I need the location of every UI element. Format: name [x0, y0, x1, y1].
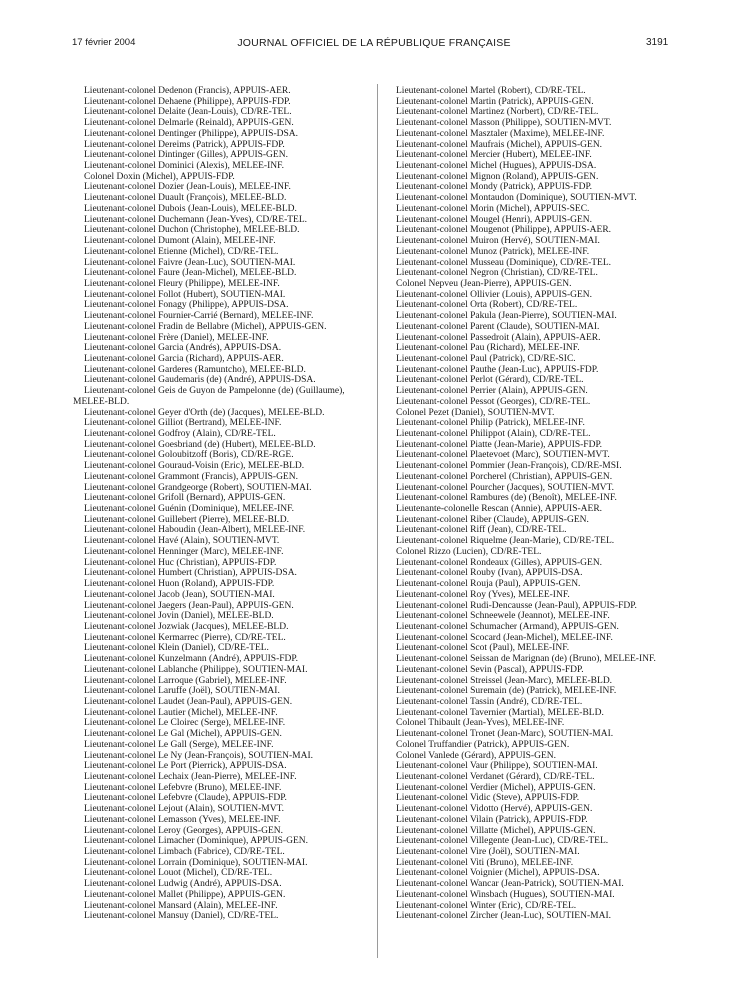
journal-title: JOURNAL OFFICIEL DE LA RÉPUBLIQUE FRANÇAISE	[237, 37, 511, 49]
list-item: Lieutenant-colonel Huc (Christian), APPUIS-FDP.	[84, 557, 277, 568]
list-item: Lieutenant-colonel Scot (Paul), MELEE-INF.	[396, 643, 570, 654]
list-item: Lieutenant-colonel Munoz (Patrick), MELEE-INF.	[396, 246, 590, 257]
list-item: Lieutenant-colonel Le Ny (Jean-François), SOUTIEN-MAI.	[84, 750, 313, 761]
list-item: Lieutenant-colonel Pauthe (Jean-Luc), APPUIS-FDP.	[396, 364, 599, 375]
header-date: 17 février 2004	[72, 37, 136, 48]
list-item: Lieutenant-colonel Streissel (Jean-Marc), MELEE-BLD.	[396, 675, 613, 686]
list-item: Lieutenant-colonel Vire (Joël), SOUTIEN-MAI.	[396, 847, 580, 858]
list-item: MELEE-BLD.	[73, 396, 130, 407]
list-item: Lieutenant-colonel Plaetevoet (Marc), SOUTIEN-MVT.	[396, 450, 610, 461]
list-item: Lieutenant-colonel Zircher (Jean-Luc), SOUTIEN-MAI.	[396, 911, 611, 922]
page-number: 3191	[646, 37, 669, 48]
list-item: Lieutenant-colonel Faure (Jean-Michel), MELEE-BLD.	[84, 268, 297, 279]
list-item: Lieutenant-colonel Winter (Eric), CD/RE-TEL.	[396, 900, 577, 911]
list-item: Lieutenant-colonel Lorrain (Dominique), SOUTIEN-MAI.	[84, 857, 308, 868]
list-item: Lieutenant-colonel Vidotto (Hervé), APPUIS-GEN.	[396, 804, 593, 815]
list-item: Lieutenant-colonel Geis de Guyon de Pampelonne (de) (Guillaume),	[84, 386, 345, 397]
list-item: Lieutenant-colonel Dehaene (Philippe), APPUIS-FDP.	[84, 96, 291, 107]
list-item: Lieutenant-colonel Frère (Daniel), MELEE-INF.	[84, 332, 269, 343]
list-item: Lieutenant-colonel Lefebvre (Claude), APPUIS-FDP.	[84, 793, 287, 804]
list-item: Lieutenant-colonel Verdier (Michel), APPUIS-GEN.	[396, 782, 596, 793]
list-item: Lieutenant-colonel Garcia (Richard), APPUIS-AER.	[84, 353, 284, 364]
list-item: Lieutenant-colonel Etienne (Michel), CD/RE-TEL.	[84, 246, 279, 257]
list-item: Lieutenant-colonel Perrier (Alain), APPUIS-GEN.	[396, 386, 588, 397]
list-item: Lieutenant-colonel Humbert (Christian), APPUIS-DSA.	[84, 568, 297, 579]
list-item: Lieutenant-colonel Riber (Claude), APPUIS-GEN.	[396, 514, 589, 525]
list-item: Lieutenant-colonel Tavernier (Martial), MELEE-BLD.	[396, 707, 604, 718]
list-item: Lieutenant-colonel Fleury (Philippe), MELEE-INF.	[84, 278, 280, 289]
list-item: Lieutenant-colonel Lautier (Michel), MELEE-INF.	[84, 707, 278, 718]
list-item: Lieutenant-colonel Goloubitzoff (Boris), CD/RE-RGE.	[84, 450, 294, 461]
list-item: Lieutenant-colonel Rambures (de) (Benoît), MELEE-INF.	[396, 493, 617, 504]
list-item: Lieutenant-colonel Tronet (Jean-Marc), SOUTIEN-MAI.	[396, 729, 614, 740]
list-item: Lieutenant-colonel Grifoll (Bernard), APPUIS-GEN.	[84, 493, 286, 504]
right-column	[385, 86, 685, 922]
list-item: Lieutenant-colonel Gouraud-Voisin (Eric), MELEE-BLD.	[84, 461, 305, 472]
list-item: Lieutenant-colonel Limacher (Dominique), APPUIS-GEN.	[84, 836, 308, 847]
list-item: Lieutenant-colonel Dedenon (Francis), APPUIS-AER.	[84, 86, 291, 96]
list-item: Lieutenant-colonel Duchon (Christophe), MELEE-BLD.	[84, 225, 300, 236]
list-item: Lieutenant-colonel Martin (Patrick), APPUIS-GEN.	[396, 96, 594, 107]
list-item: Lieutenant-colonel Rouja (Paul), APPUIS-GEN.	[396, 579, 581, 590]
list-item: Lieutenant-colonel Philippot (Alain), CD/RE-TEL.	[396, 429, 591, 439]
list-item: Lieutenant-colonel Voignier (Michel), APPUIS-DSA.	[396, 868, 600, 879]
list-item: Lieutenant-colonel Villatte (Michel), APPUIS-GEN.	[396, 825, 596, 836]
list-item: Lieutenant-colonel Havé (Alain), SOUTIEN-MVT.	[84, 536, 280, 547]
list-item: Lieutenant-colonel Fournier-Carrié (Bernard), MELEE-INF.	[84, 311, 314, 322]
list-item: Lieutenant-colonel Delaite (Jean-Louis), CD/RE-TEL.	[84, 107, 292, 118]
list-item: Lieutenant-colonel Philip (Patrick), MELEE-INF.	[396, 418, 585, 429]
list-item: Lieutenant-colonel Morin (Michel), APPUIS-SEC.	[396, 203, 590, 214]
list-item: Lieutenant-colonel Kermarrec (Pierre), CD/RE-TEL.	[84, 632, 286, 643]
list-item: Lieutenant-colonel Pourcher (Jacques), SOUTIEN-MVT.	[396, 482, 614, 493]
list-item: Lieutenant-colonel Piatte (Jean-Marie), APPUIS-FDP.	[396, 439, 603, 450]
list-item: Colonel Nepveu (Jean-Pierre), APPUIS-GEN.	[396, 278, 572, 289]
list-item: Lieutenant-colonel Mallet (Philippe), APPUIS-GEN.	[84, 889, 286, 900]
list-item: Colonel Vanlede (Gérard), APPUIS-GEN.	[396, 750, 556, 761]
list-item: Lieutenant-colonel Scocard (Jean-Michel), MELEE-INF.	[396, 632, 613, 643]
list-item: Colonel Rizzo (Lucien), CD/RE-TEL.	[396, 546, 542, 557]
list-item: Lieutenant-colonel Duchemann (Jean-Yves), CD/RE-TEL.	[84, 214, 308, 225]
list-item: Lieutenant-colonel Geyer d'Orth (de) (Jacques), MELEE-BLD.	[84, 407, 325, 418]
list-item: Lieutenant-colonel Mondy (Patrick), APPUIS-FDP.	[396, 182, 593, 193]
list-item: Lieutenant-colonel Le Cloirec (Serge), MELEE-INF.	[84, 718, 286, 729]
list-item: Colonel Truffandier (Patrick), APPUIS-GEN.	[396, 739, 570, 750]
list-item: Lieutenant-colonel Vilain (Patrick), APPUIS-FDP.	[396, 814, 588, 825]
list-item: Lieutenant-colonel Dozier (Jean-Louis), MELEE-INF.	[84, 182, 291, 193]
list-item: Lieutenant-colonel Henninger (Marc), MELEE-INF.	[84, 546, 284, 557]
list-item: Lieutenant-colonel Schumacher (Armand), APPUIS-GEN.	[396, 621, 619, 632]
list-item: Lieutenant-colonel Follot (Hubert), SOUTIEN-MAI.	[84, 289, 286, 300]
list-item: Lieutenant-colonel Limbach (Fabrice), CD/RE-TEL.	[84, 847, 285, 858]
list-item: Lieutenant-colonel Passedroit (Alain), APPUIS-AER.	[396, 332, 601, 343]
list-item: Lieutenant-colonel Gaudemaris (de) (André), APPUIS-DSA.	[84, 375, 316, 386]
list-item: Lieutenant-colonel Parent (Claude), SOUTIEN-MAI.	[396, 321, 600, 332]
list-item: Lieutenant-colonel Faivre (Jean-Luc), SOUTIEN-MAI.	[84, 257, 296, 268]
list-item: Colonel Doxin (Michel), APPUIS-FDP.	[84, 171, 235, 182]
list-item: Lieutenant-colonel Michel (Hugues), APPUIS-DSA.	[396, 161, 597, 172]
list-item: Lieutenant-colonel Pessot (Georges), CD/RE-TEL.	[396, 396, 591, 407]
list-item: Lieutenant-colonel Kunzelmann (André), APPUIS-FDP.	[84, 654, 298, 665]
list-item: Lieutenant-colonel Dentinger (Philippe), APPUIS-DSA.	[84, 128, 298, 139]
list-item: Lieutenant-colonel Le Port (Pierrick), APPUIS-DSA.	[84, 761, 287, 772]
list-item: Lieutenant-colonel Maufrais (Michel), APPUIS-GEN.	[396, 139, 603, 150]
list-item: Lieutenant-colonel Verdanet (Gérard), CD/RE-TEL.	[396, 772, 595, 782]
list-item: Lieutenant-colonel Lefebvre (Bruno), MELEE-INF.	[84, 782, 282, 793]
list-item: Lieutenant-colonel Leroy (Georges), APPUIS-GEN.	[84, 825, 284, 836]
list-item: Lieutenant-colonel Ollivier (Louis), APPUIS-GEN.	[396, 289, 593, 300]
list-item: Lieutenant-colonel Lechaix (Jean-Pierre), MELEE-INF.	[84, 772, 297, 782]
list-item: Lieutenante-colonelle Rescan (Annie), APPUIS-AER.	[396, 504, 603, 515]
list-item: Lieutenant-colonel Le Gal (Michel), APPUIS-GEN.	[84, 729, 282, 740]
list-item: Colonel Pezet (Daniel), SOUTIEN-MVT.	[396, 407, 555, 418]
list-item: Lieutenant-colonel Martel (Robert), CD/RE-TEL.	[396, 86, 586, 96]
list-item: Lieutenant-colonel Laudet (Jean-Paul), APPUIS-GEN.	[84, 696, 293, 707]
list-item: Lieutenant-colonel Dintinger (Gilles), APPUIS-GEN.	[84, 150, 288, 161]
list-item: Lieutenant-colonel Mansard (Alain), MELEE-INF.	[84, 900, 278, 911]
list-item: Lieutenant-colonel Fonagy (Philippe), APPUIS-DSA.	[84, 300, 289, 311]
list-item: Lieutenant-colonel Dereims (Patrick), APPUIS-FDP.	[84, 139, 285, 150]
list-item: Lieutenant-colonel Vaur (Philippe), SOUTIEN-MAI.	[396, 761, 598, 772]
column-divider	[377, 84, 378, 958]
list-item: Lieutenant-colonel Delmarle (Reinald), APPUIS-GEN.	[84, 118, 294, 129]
list-item: Lieutenant-colonel Laruffe (Joël), SOUTIEN-MAI.	[84, 686, 280, 697]
list-item: Lieutenant-colonel Dumont (Alain), MELEE-INF.	[84, 236, 276, 247]
list-item: Lieutenant-colonel Haboudin (Jean-Albert), MELEE-INF.	[84, 525, 306, 536]
list-item: Lieutenant-colonel Riff (Jean), CD/RE-TEL.	[396, 525, 567, 536]
page-header	[0, 37, 748, 53]
list-item: Lieutenant-colonel Pakula (Jean-Pierre), SOUTIEN-MAI.	[396, 311, 617, 322]
list-item: Lieutenant-colonel Guénin (Dominique), MELEE-INF.	[84, 504, 295, 515]
list-item: Lieutenant-colonel Seissan de Marignan (de) (Bruno), MELEE-INF.	[396, 654, 656, 665]
list-item: Lieutenant-colonel Goesbriand (de) (Hubert), MELEE-BLD.	[84, 439, 316, 450]
list-item: Lieutenant-colonel Suremain (de) (Patrick), MELEE-INF.	[396, 686, 617, 697]
list-item: Lieutenant-colonel Grandgeorge (Robert), SOUTIEN-MAI.	[84, 482, 312, 493]
list-item: Lieutenant-colonel Roy (Yves), MELEE-INF.	[396, 589, 570, 600]
list-item: Lieutenant-colonel Fradin de Bellabre (Michel), APPUIS-GEN.	[84, 321, 327, 332]
list-item: Lieutenant-colonel Montaudon (Dominique), SOUTIEN-MVT.	[396, 193, 637, 204]
list-item: Lieutenant-colonel Tassin (André), CD/RE-TEL.	[396, 696, 583, 707]
list-item: Lieutenant-colonel Pommier (Jean-François), CD/RE-MSI.	[396, 461, 622, 472]
list-item: Lieutenant-colonel Huon (Roland), APPUIS-FDP.	[84, 579, 275, 590]
list-item: Lieutenant-colonel Musseau (Dominique), CD/RE-TEL.	[396, 257, 612, 268]
list-item: Lieutenant-colonel Schneewele (Jeannot), MELEE-INF.	[396, 611, 610, 622]
list-item: Lieutenant-colonel Jovin (Daniel), MELEE-BLD.	[84, 611, 274, 622]
list-item: Lieutenant-colonel Dubois (Jean-Louis), MELEE-BLD.	[84, 203, 297, 214]
list-item: Lieutenant-colonel Rondeaux (Gilles), APPUIS-GEN.	[396, 557, 603, 568]
list-item: Lieutenant-colonel Jacob (Jean), SOUTIEN-MAI.	[84, 589, 275, 600]
list-item: Lieutenant-colonel Villegente (Jean-Luc), CD/RE-TEL.	[396, 836, 609, 847]
list-item: Lieutenant-colonel Louot (Michel), CD/RE-TEL.	[84, 868, 273, 879]
list-item: Lieutenant-colonel Duault (François), MELEE-BLD.	[84, 193, 287, 204]
list-item: Lieutenant-colonel Muiron (Hervé), SOUTIEN-MAI.	[396, 236, 600, 247]
list-item: Lieutenant-colonel Martinez (Norbert), CD/RE-TEL.	[396, 107, 599, 118]
list-item: Lieutenant-colonel Mougel (Henri), APPUIS-GEN.	[396, 214, 593, 225]
list-item: Lieutenant-colonel Ludwig (André), APPUIS-DSA.	[84, 879, 282, 890]
list-item: Lieutenant-colonel Mignon (Roland), APPUIS-GEN.	[396, 171, 599, 182]
list-item: Lieutenant-colonel Guillebert (Pierre), MELEE-BLD.	[84, 514, 289, 525]
list-item: Lieutenant-colonel Lemasson (Yves), MELEE-INF.	[84, 814, 281, 825]
list-item: Lieutenant-colonel Dominici (Alexis), MELEE-INF.	[84, 161, 285, 172]
list-item: Lieutenant-colonel Mougenot (Philippe), APPUIS-AER.	[396, 225, 612, 236]
list-item: Lieutenant-colonel Pau (Richard), MELEE-INF.	[396, 343, 580, 354]
list-item: Lieutenant-colonel Vidic (Steve), APPUIS-FDP.	[396, 793, 580, 804]
list-item: Lieutenant-colonel Garcia (Andrés), APPUIS-DSA.	[84, 343, 282, 354]
list-item: Lieutenant-colonel Mercier (Hubert), MELEE-INF.	[396, 150, 592, 161]
list-item: Lieutenant-colonel Riquelme (Jean-Marie), CD/RE-TEL.	[396, 536, 615, 547]
list-item: Lieutenant-colonel Le Gall (Serge), MELEE-INF.	[84, 739, 274, 750]
list-item: Lieutenant-colonel Porcherel (Christian), APPUIS-GEN.	[396, 471, 613, 482]
list-item: Lieutenant-colonel Negron (Christian), CD/RE-TEL.	[396, 268, 598, 279]
list-item: Lieutenant-colonel Jaegers (Jean-Paul), APPUIS-GEN.	[84, 600, 294, 611]
list-item: Lieutenant-colonel Gilliot (Bertrand), MELEE-INF.	[84, 418, 282, 429]
list-item: Lieutenant-colonel Orta (Robert), CD/RE-TEL.	[396, 300, 578, 311]
list-item: Lieutenant-colonel Mansuy (Daniel), CD/RE-TEL.	[84, 911, 279, 922]
list-item: Lieutenant-colonel Viti (Bruno), MELEE-INF.	[396, 857, 574, 868]
list-item: Lieutenant-colonel Masson (Philippe), SOUTIEN-MVT.	[396, 118, 612, 129]
list-item: Lieutenant-colonel Perlot (Gérard), CD/RE-TEL.	[396, 375, 584, 386]
list-item: Lieutenant-colonel Wancar (Jean-Patrick), SOUTIEN-MAI.	[396, 879, 624, 890]
list-item: Lieutenant-colonel Larroque (Gabriel), MELEE-INF.	[84, 675, 287, 686]
list-item: Lieutenant-colonel Masztaler (Maxime), MELEE-INF.	[396, 128, 605, 139]
left-column	[73, 86, 371, 922]
list-item: Lieutenant-colonel Garderes (Ramuntcho), MELEE-BLD.	[84, 364, 306, 375]
list-item: Lieutenant-colonel Sevin (Pascal), APPUIS-FDP.	[396, 664, 584, 675]
list-item: Colonel Thibault (Jean-Yves), MELEE-INF.	[396, 718, 565, 729]
list-item: Lieutenant-colonel Lablanche (Philippe), SOUTIEN-MAI.	[84, 664, 308, 675]
list-item: Lieutenant-colonel Grammont (Francis), APPUIS-GEN.	[84, 471, 298, 482]
list-item: Lieutenant-colonel Paul (Patrick), CD/RE-SIC.	[396, 353, 576, 364]
list-item: Lieutenant-colonel Rudi-Dencausse (Jean-Paul), APPUIS-FDP.	[396, 600, 637, 611]
list-item: Lieutenant-colonel Winsbach (Hugues), SOUTIEN-MAI.	[396, 889, 615, 900]
list-item: Lieutenant-colonel Godfroy (Alain), CD/RE-TEL.	[84, 429, 276, 439]
list-item: Lieutenant-colonel Klein (Daniel), CD/RE-TEL.	[84, 643, 269, 654]
list-item: Lieutenant-colonel Lejout (Alain), SOUTIEN-MVT.	[84, 804, 285, 815]
list-item: Lieutenant-colonel Rouby (Ivan), APPUIS-DSA.	[396, 568, 583, 579]
list-item: Lieutenant-colonel Jozwiak (Jacques), MELEE-BLD.	[84, 621, 289, 632]
